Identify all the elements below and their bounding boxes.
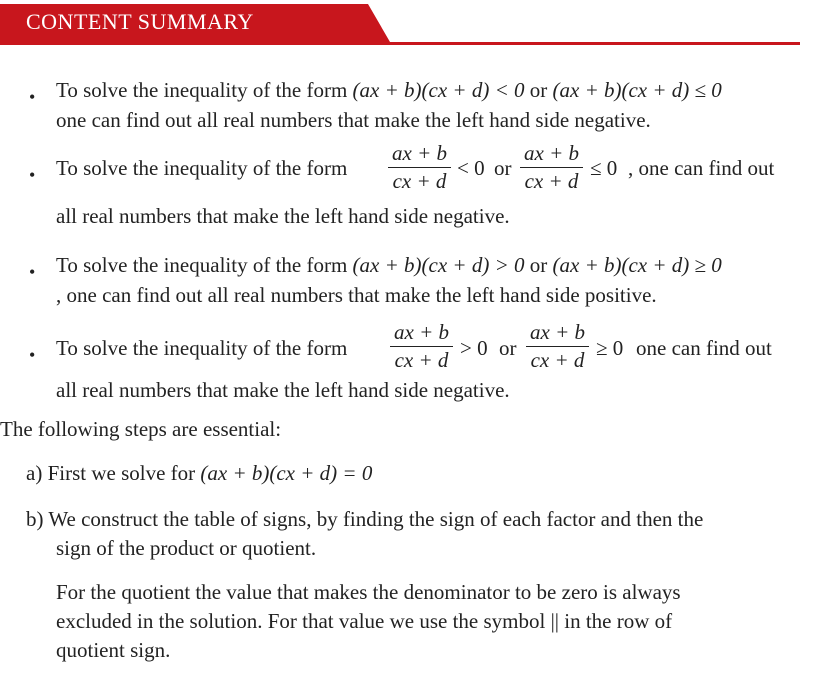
- bullet-dot-2: •: [29, 165, 36, 185]
- bullet-4-or: or: [499, 336, 517, 360]
- bullet-3-line-1: [56, 255, 722, 276]
- fraction-numerator: ax + b: [524, 141, 579, 165]
- bullet-1-math-b: (ax + b)(cx + d) ≤ 0: [552, 78, 722, 102]
- bullet-2-relation-a: < 0: [457, 156, 485, 180]
- bullet-4-relation-b: ≥ 0: [596, 336, 624, 360]
- step-b-line-2: sign of the product or quotient.: [56, 536, 317, 560]
- bullet-dot-3: •: [29, 262, 36, 282]
- note-line-1: For the quotient the value that makes the denominator to be zero is always: [56, 580, 681, 604]
- bullet-4-fraction-b: [526, 322, 589, 371]
- bullet-2-relation-b: ≤ 0: [590, 156, 618, 180]
- bullet-2-fraction-a: [388, 143, 451, 192]
- fraction-denominator: cx + d: [392, 169, 447, 193]
- bullet-4-fraction-a: [390, 322, 453, 371]
- bullet-1-text: To solve the inequality of the form: [56, 78, 348, 102]
- bullet-3-line-2: , one can find out all real numbers that make the left hand side positive.: [56, 283, 657, 307]
- fraction-numerator: ax + b: [392, 141, 447, 165]
- step-a: [26, 463, 372, 484]
- bullet-2-fraction-b: [520, 143, 583, 192]
- bullet-2-line-2: all real numbers that make the left hand side negative.: [56, 204, 510, 228]
- bullet-2-text: To solve the inequality of the form: [56, 156, 348, 180]
- section-header: [0, 0, 820, 48]
- bullet-1-line-1: [56, 80, 722, 101]
- bullet-2-tail: , one can find out: [628, 156, 775, 180]
- step-a-text: a) First we solve for: [26, 461, 196, 485]
- step-b-line-1: b) We construct the table of signs, by finding the sign of each factor and then the: [26, 507, 704, 531]
- bullet-4-line-2: all real numbers that make the left hand side negative.: [56, 378, 510, 402]
- bullet-3-math-a: (ax + b)(cx + d) > 0: [352, 253, 525, 277]
- bullet-1-math-a: (ax + b)(cx + d) < 0: [352, 78, 525, 102]
- bullet-dot-1: •: [29, 87, 36, 107]
- bullet-1-line-2: one can find out all real numbers that make the left hand side negative.: [56, 108, 651, 132]
- fraction-denominator: cx + d: [530, 348, 585, 372]
- bullet-4-text: To solve the inequality of the form: [56, 336, 348, 360]
- step-a-math: (ax + b)(cx + d) = 0: [200, 461, 373, 485]
- bullet-3-or: or: [529, 253, 548, 277]
- fraction-denominator: cx + d: [394, 348, 449, 372]
- bullet-dot-4: •: [29, 345, 36, 365]
- bullet-1-or: or: [529, 78, 548, 102]
- section-title: CONTENT SUMMARY: [26, 9, 254, 34]
- bullet-3-math-b: (ax + b)(cx + d) ≥ 0: [552, 253, 722, 277]
- bullet-3-text: To solve the inequality of the form: [56, 253, 348, 277]
- note-line-2: excluded in the solution. For that value we use the symbol || in the row of: [56, 609, 673, 633]
- bullet-4-tail: one can find out: [636, 336, 772, 360]
- fraction-numerator: ax + b: [394, 320, 449, 344]
- note-line-3: quotient sign.: [56, 638, 171, 662]
- fraction-numerator: ax + b: [530, 320, 585, 344]
- fraction-denominator: cx + d: [524, 169, 579, 193]
- steps-intro: The following steps are essential:: [0, 417, 282, 441]
- bullet-2-or: or: [494, 156, 512, 180]
- bullet-4-relation-a: > 0: [460, 336, 488, 360]
